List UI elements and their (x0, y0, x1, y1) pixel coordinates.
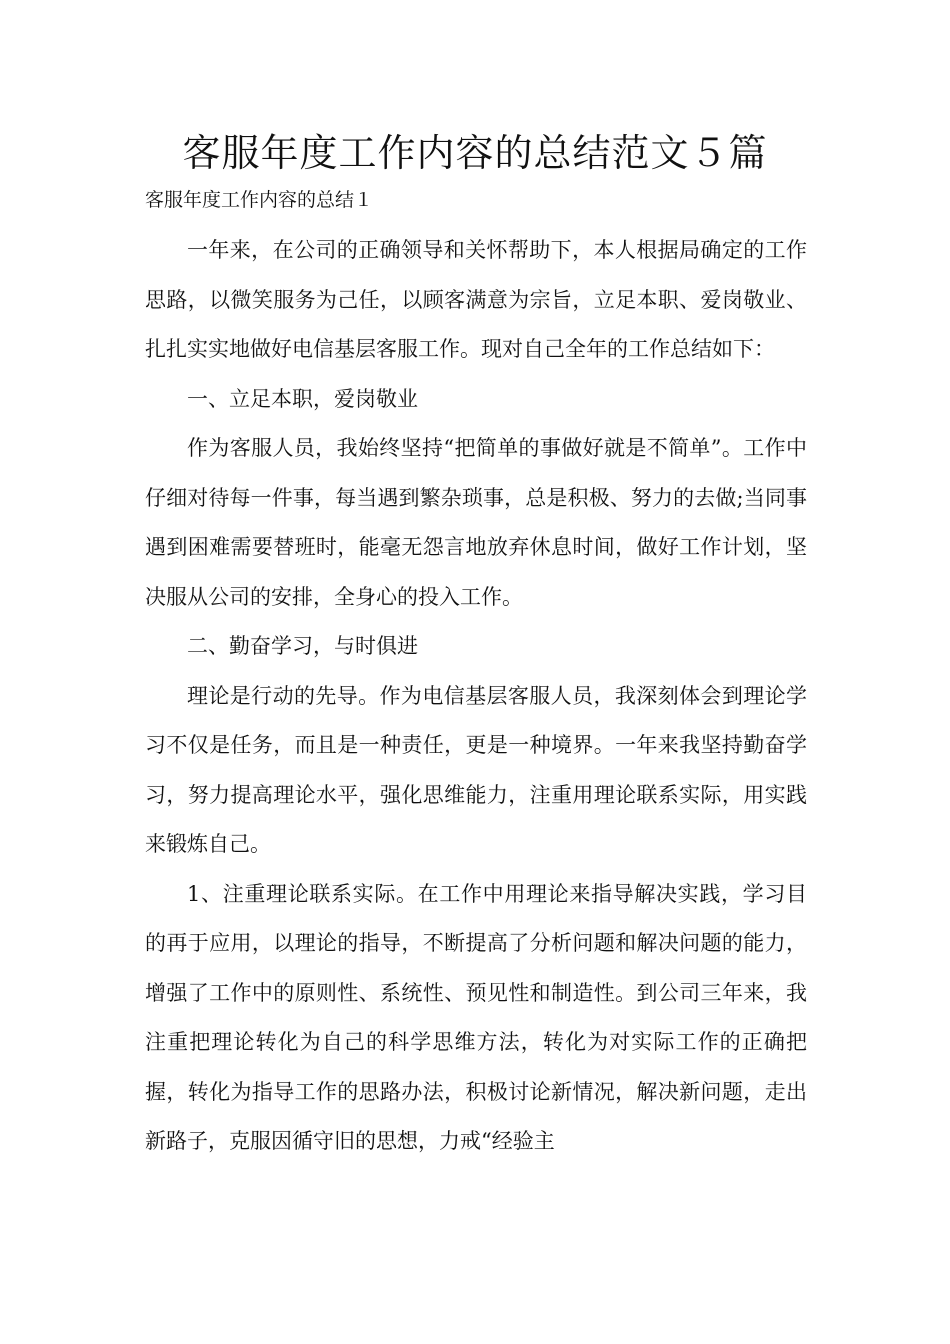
document-subtitle: 客服年度工作内容的总结１ (145, 189, 374, 211)
paragraph: 一年来，在公司的正确领导和关怀帮助下，本人根据局确定的工作思路，以微笑服务为己任，以顾客满意为宗旨，立足本职、爱岗敬业、扎扎实实地做好电信基层客服工作。现对自己全年的工作总结如下： (145, 238, 807, 361)
document-title: 客服年度工作内容的总结范文５篇 (182, 131, 768, 175)
paragraph: 作为客服人员，我始终坚持“把简单的事做好就是不简单”。工作中仔细对待每一件事，每当遇到繁杂琐事，总是积极、努力的去做;当同事遇到困难需要替班时，能毫无怨言地放弃休息时间，做好工作计划，坚决服从公司的安排，全身心的投入工作。 (145, 436, 807, 609)
section-heading: 二、勤奋学习，与时俱进 (187, 634, 418, 658)
paragraph: 理论是行动的先导。作为电信基层客服人员，我深刻体会到理论学习不仅是任务，而且是一种责任，更是一种境界。一年来我坚持勤奋学习，努力提高理论水平，强化思维能力，注重用理论联系实际，用实践来锻炼自己。 (145, 683, 807, 856)
document-body (145, 226, 807, 1167)
paragraph: 1、注重理论联系实际。在工作中用理论来指导解决实践，学习目的再于应用，以理论的指导，不断提高了分析问题和解决问题的能力，增强了工作中的原则性、系统性、预见性和制造性。到公司三年来，我注重把理论转化为自己的科学思维方法，转化为对实际工作的正确把握，转化为指导工作的思路办法，积极讨论新情况，解决新问题，走出新路子，克服因循守旧的思想，力戒“经验主 (145, 881, 807, 1153)
section-heading: 一、立足本职，爱岗敬业 (187, 386, 418, 411)
